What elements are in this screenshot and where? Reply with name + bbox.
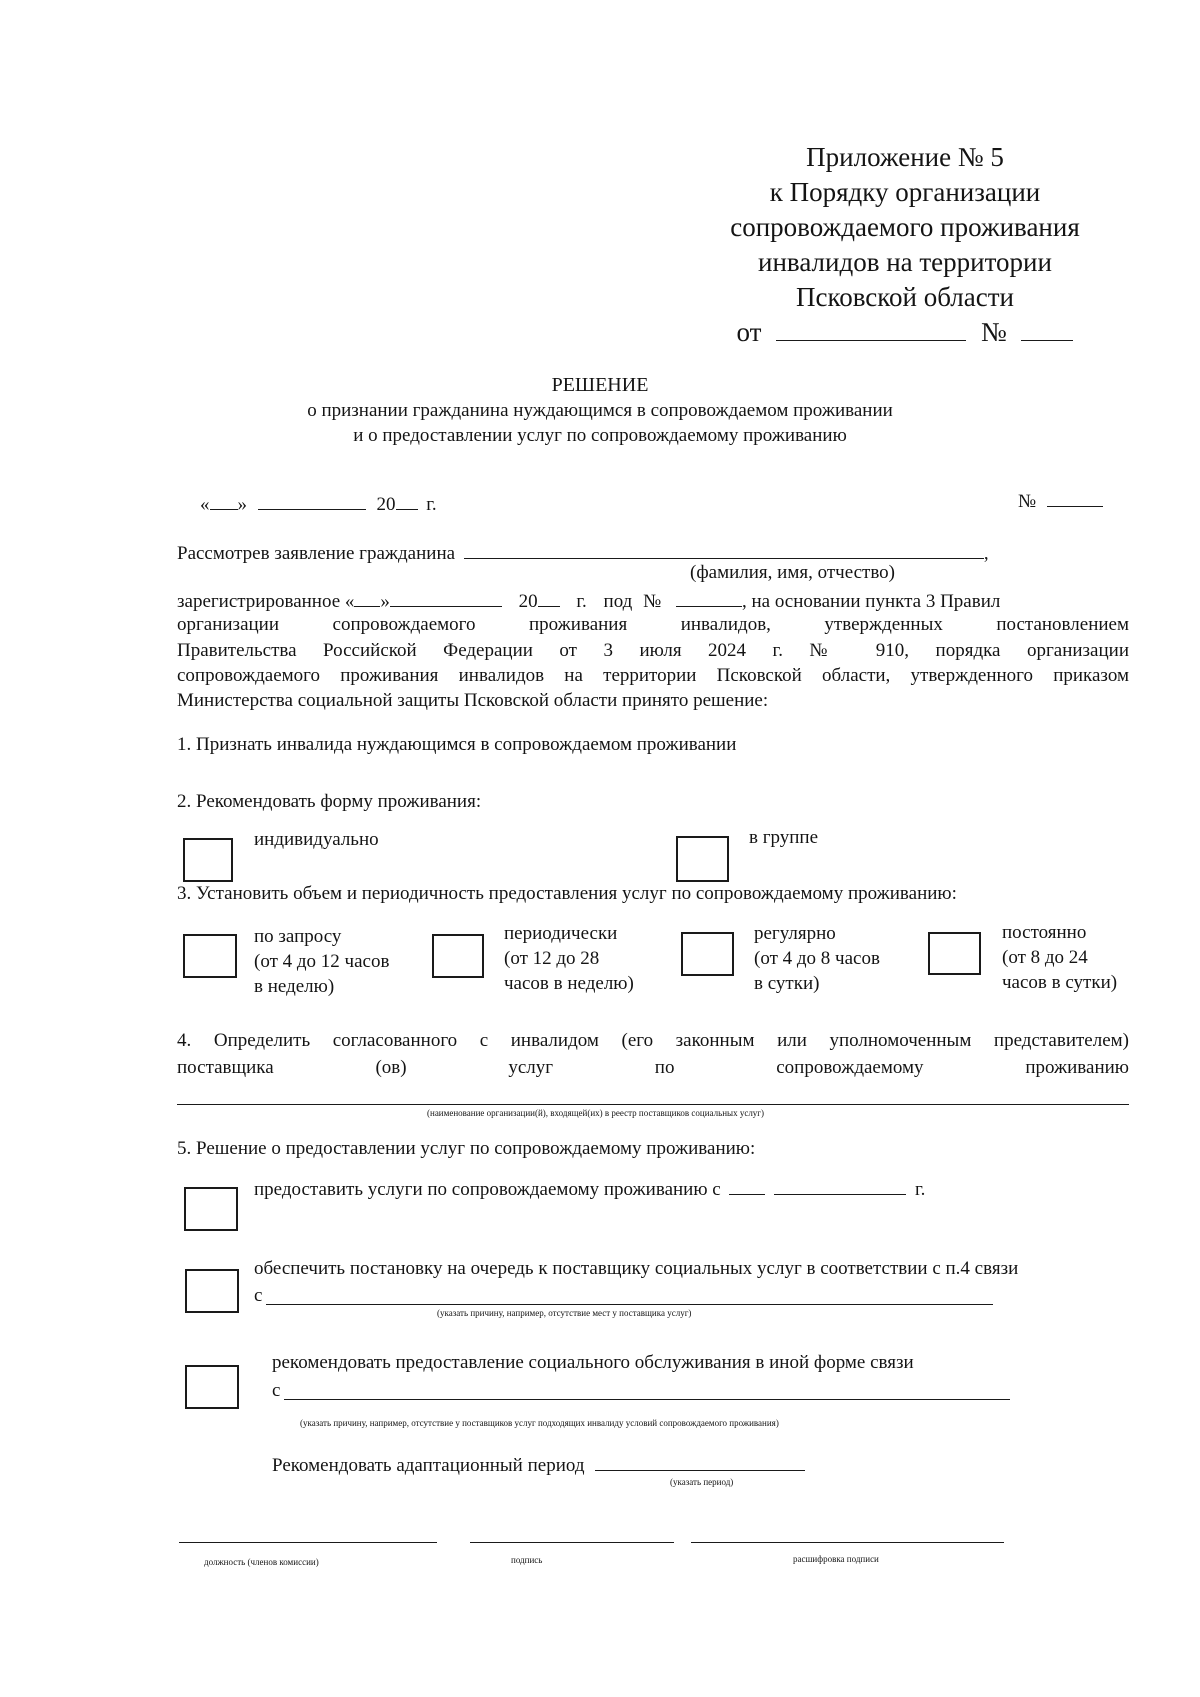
adaptation-line [272,1452,805,1477]
checkbox-group[interactable] [676,836,729,882]
queue-label: обеспечить постановку на очередь к поставщику социальных услуг в соответствии с п.4 связи [254,1258,1019,1279]
intro-line-3: Правительства Российской Федерации от 3 июля 2024 г. № 910, порядка организации [177,640,1129,661]
provide-services-label: предоставить услуги по сопровождаемому проживанию с [254,1179,721,1200]
signature-line[interactable] [470,1542,674,1543]
decision-number-line [1018,488,1103,513]
annex-line-4: инвалидов на территории [758,247,1052,277]
permanent-line-2: (от 8 до 24 [1002,947,1088,968]
decision-number-label: № [1018,491,1037,512]
decision-number-field[interactable] [1047,488,1103,507]
on-request-line-3: в неделю) [254,976,335,997]
option-individual-label: индивидуально [254,829,379,850]
position-caption: должность (членов комиссии) [204,1557,319,1567]
intro-line-5: Министерства социальной защиты Псковской области принято решение: [177,690,769,711]
annex-line-3: сопровождаемого проживания [730,212,1080,242]
provide-day-field[interactable] [729,1176,765,1195]
annex-line-1: Приложение № 5 [806,142,1004,172]
position-line[interactable] [179,1542,437,1543]
registered-day-field[interactable] [354,588,380,607]
annex-block [690,140,1120,350]
annex-line-2: к Порядку организации [769,177,1041,207]
periodic-line-2: (от 12 до 28 [504,948,600,969]
intro-line-4: сопровождаемого проживания инвалидов на территории Псковской области, утвержденного приказом [177,665,1129,686]
supplier-name-field[interactable] [177,1104,1129,1105]
permanent-line-3: часов в сутки) [1002,972,1118,993]
regular-line-1: регулярно [754,923,836,944]
option-on-request [254,924,389,999]
checkbox-on-request[interactable] [183,934,237,978]
supplier-caption: (наименование организации(й), входящей(их) в реестр поставщиков социальных услуг) [427,1108,764,1118]
periodic-line-3: часов в неделю) [504,973,634,994]
checkbox-regular[interactable] [681,932,734,976]
citizen-name-field[interactable] [464,540,984,559]
annex-date-field[interactable] [776,318,966,341]
registered-line [177,588,1129,613]
regular-line-3: в сутки) [754,973,820,994]
option-group-label: в группе [749,827,819,848]
option-regular [754,921,880,996]
item-4-line-1: 4. Определить согласованного с инвалидом (его законным или уполномоченным представителем) [177,1030,1129,1051]
document-title: РЕШЕНИЕ [551,374,649,396]
considered-label: Рассмотрев заявление гражданина [177,543,456,564]
decision-year-field[interactable] [396,491,418,510]
annex-number-label: № [980,317,1007,347]
checkbox-permanent[interactable] [928,932,981,975]
registered-month-field[interactable] [390,588,502,607]
year-prefix: 20 [376,494,396,515]
checkbox-individual[interactable] [183,838,233,882]
other-form-label: рекомендовать предоставление социального обслуживания в иной форме связи [272,1352,914,1373]
item-1: 1. Признать инвалида нуждающимся в сопровождаемом проживании [177,734,737,755]
decision-day-field[interactable] [210,491,238,510]
other-form-reason-field[interactable] [284,1399,1010,1400]
considered-comma: , [983,543,989,564]
document-subtitle-1: о признании гражданина нуждающимся в сопровождаемом проживании [307,400,893,421]
registered-quote-close: » [380,591,390,612]
regular-line-2: (от 4 до 8 часов [754,948,880,969]
on-request-line-1: по запросу [254,926,342,947]
basis-tail: , на основании пункта 3 Правил [741,591,1001,612]
checkbox-provide-services[interactable] [184,1187,238,1231]
item-2-label: 2. Рекомендовать форму проживания: [177,791,482,812]
registered-year-suffix: г. [576,591,587,612]
option-permanent [1002,920,1117,995]
checkbox-other-form[interactable] [185,1365,239,1409]
annex-from-label: от [736,317,762,347]
registered-number-field[interactable] [676,588,742,607]
decryption-caption: расшифровка подписи [793,1554,879,1564]
decryption-line[interactable] [691,1542,1004,1543]
registered-under: под [603,591,633,612]
quote-open: « [200,494,210,515]
registered-year-field[interactable] [538,588,560,607]
provide-services-line [254,1176,925,1201]
queue-c: с [254,1285,263,1306]
decision-month-field[interactable] [258,491,366,510]
permanent-line-1: постоянно [1002,922,1087,943]
provide-month-field[interactable] [774,1176,906,1195]
item-3-label: 3. Установить объем и периодичность предоставления услуг по сопровождаемому проживанию: [177,883,957,904]
intro-line-2: организации сопровождаемого проживания инвалидов, утвержденных постановлением [177,614,1129,635]
adaptation-label: Рекомендовать адаптационный период [272,1455,585,1476]
option-periodic [504,921,634,996]
queue-caption: (указать причину, например, отсутствие мест у поставщика услуг) [437,1308,692,1318]
registered-label: зарегистрированное « [177,591,355,612]
year-suffix: г. [426,494,437,515]
adaptation-period-field[interactable] [595,1452,805,1471]
quote-close: » [237,494,247,515]
annex-line-5: Псковской области [795,282,1014,312]
item-5-label: 5. Решение о предоставлении услуг по сопровождаемому проживанию: [177,1138,756,1159]
document-subtitle-2: и о предоставлении услуг по сопровождаемому проживанию [353,425,847,446]
registered-year-prefix: 20 [518,591,538,612]
annex-number-field[interactable] [1021,318,1073,341]
fio-caption: (фамилия, имя, отчество) [690,562,896,583]
other-form-c: с [272,1380,281,1401]
on-request-line-2: (от 4 до 12 часов [254,951,390,972]
queue-reason-field[interactable] [266,1304,993,1305]
checkbox-periodic[interactable] [432,934,484,978]
provide-year-suffix: г. [914,1179,926,1200]
adaptation-caption: (указать период) [670,1477,734,1487]
periodic-line-1: периодически [504,923,618,944]
registered-number-label: № [643,591,662,612]
other-form-caption: (указать причину, например, отсутствие у поставщиков услуг подходящих инвалиду условий сопровождаемого проживания) [300,1418,779,1428]
checkbox-queue[interactable] [185,1269,239,1313]
item-4-line-2: поставщика (ов) услуг по сопровождаемому проживанию [177,1057,1129,1078]
signature-caption: подпись [511,1555,543,1565]
decision-date-line [200,491,437,516]
annex-date-number-line [690,315,1120,350]
